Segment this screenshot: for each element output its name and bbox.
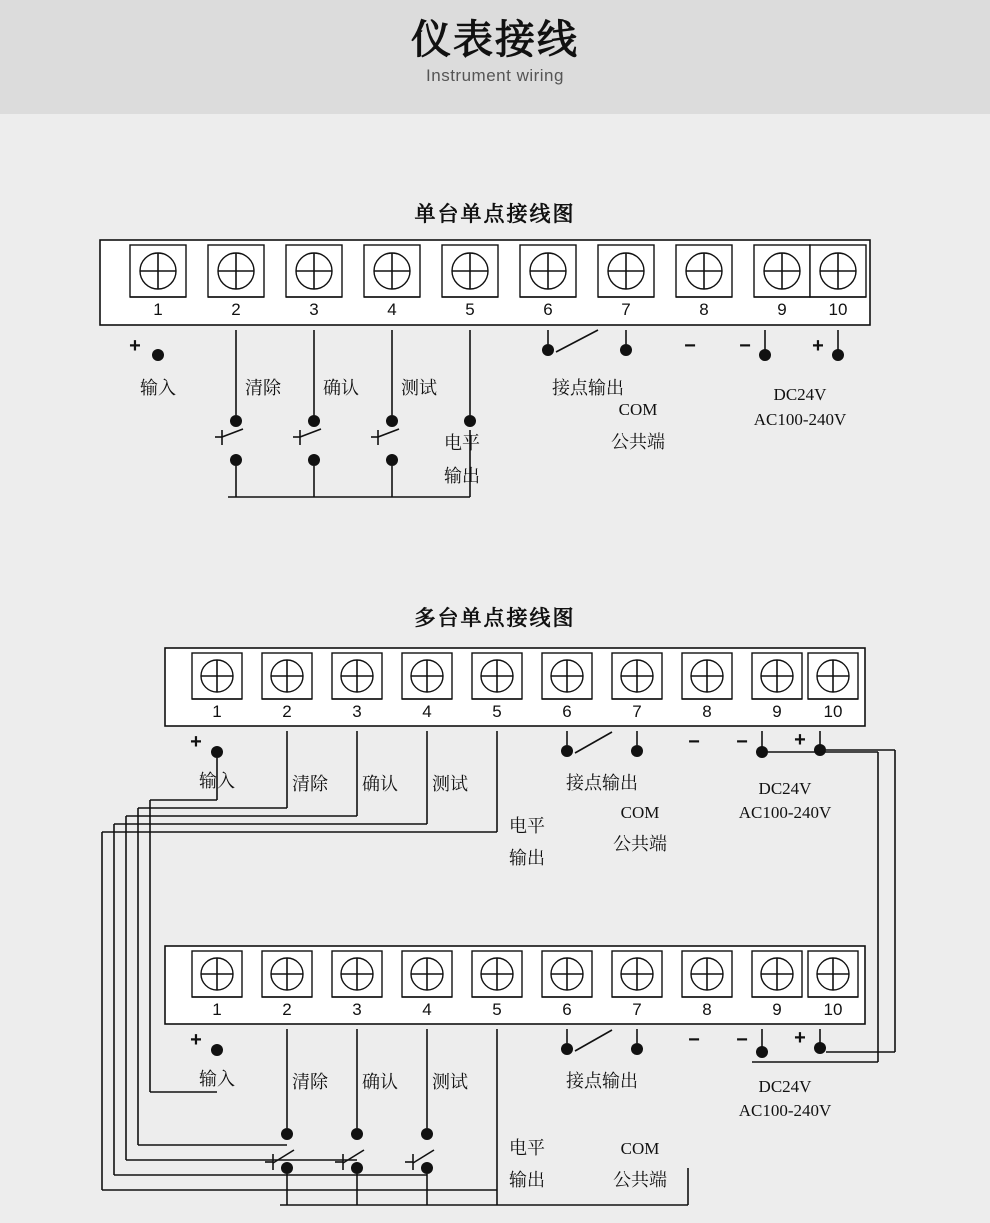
terminal-block-multi-upper — [165, 648, 865, 726]
terminal-number: 1 — [212, 1000, 222, 1019]
label-input: 输入 — [199, 1069, 235, 1089]
terminal-number: 5 — [465, 300, 475, 319]
label-confirm: 确认 — [362, 774, 398, 794]
terminal-number: 1 — [212, 702, 222, 721]
terminal-number: 4 — [387, 300, 397, 319]
label-contact-output: 接点输出 — [566, 1071, 638, 1091]
terminal-number: 1 — [153, 300, 163, 319]
label-level-out-line2: 输出 — [444, 466, 480, 486]
label-level-out-line1: 电平 — [509, 816, 545, 836]
label-contact-output: 接点输出 — [566, 773, 638, 793]
page-title-cn: 仪表接线 — [411, 18, 579, 62]
label-level-out-line2: 输出 — [509, 848, 545, 868]
terminal-number: 8 — [702, 1000, 712, 1019]
minus-sign-power: − — [736, 731, 748, 753]
terminal-number: 10 — [828, 300, 848, 319]
terminal-number: 8 — [699, 300, 709, 319]
terminal-number: 9 — [772, 1000, 782, 1019]
minus-sign-power: − — [739, 335, 751, 357]
label-contact-output: 接点输出 — [552, 378, 624, 398]
minus-sign-com: − — [684, 335, 696, 357]
plus-sign-input: + — [190, 731, 202, 753]
terminal-number: 10 — [823, 1000, 843, 1019]
label-power-ac: AC100-240V — [738, 803, 832, 822]
terminal-number: 4 — [422, 1000, 432, 1019]
terminal-number: 8 — [702, 702, 712, 721]
plus-sign-input: + — [129, 335, 141, 357]
label-clear: 清除 — [292, 1072, 328, 1092]
label-power-ac: AC100-240V — [753, 410, 847, 429]
section-title-single: 单台单点接线图 — [414, 203, 576, 226]
label-level-out-line1: 电平 — [444, 433, 480, 453]
terminal-number: 7 — [621, 300, 631, 319]
label-power-dc: DC24V — [758, 1077, 812, 1096]
label-power-ac: AC100-240V — [738, 1101, 832, 1120]
terminal-number: 6 — [562, 1000, 572, 1019]
label-test: 测试 — [432, 1072, 468, 1092]
terminal-number: 2 — [282, 1000, 292, 1019]
plus-sign-input: + — [190, 1029, 202, 1051]
label-com-en: COM — [618, 400, 658, 419]
label-confirm: 确认 — [362, 1072, 398, 1092]
label-power-dc: DC24V — [773, 385, 827, 404]
plus-sign-power: + — [794, 729, 806, 751]
label-com-cn: 公共端 — [611, 432, 665, 452]
terminal-number: 6 — [562, 702, 572, 721]
label-level-out-line2: 输出 — [509, 1170, 545, 1190]
label-com-en: COM — [620, 803, 660, 822]
terminal-number: 3 — [352, 702, 362, 721]
terminal-number: 2 — [231, 300, 241, 319]
label-test: 测试 — [401, 378, 437, 398]
wiring-multi-lower — [190, 1027, 832, 1205]
page-title-en: Instrument wiring — [426, 66, 564, 85]
label-com-cn: 公共端 — [613, 1170, 667, 1190]
minus-sign-power: − — [736, 1029, 748, 1051]
terminal-number: 9 — [777, 300, 787, 319]
label-com-en: COM — [620, 1139, 660, 1158]
terminal-number: 2 — [282, 702, 292, 721]
minus-sign-com: − — [688, 731, 700, 753]
terminal-number: 4 — [422, 702, 432, 721]
label-input: 输入 — [140, 378, 176, 398]
terminal-number: 3 — [309, 300, 319, 319]
terminal-block-single — [100, 240, 870, 325]
label-level-out-line1: 电平 — [509, 1138, 545, 1158]
terminal-number: 3 — [352, 1000, 362, 1019]
terminal-number: 10 — [823, 702, 843, 721]
terminal-number: 9 — [772, 702, 782, 721]
label-test: 测试 — [432, 774, 468, 794]
terminal-block-multi-lower — [165, 946, 865, 1024]
terminal-number: 6 — [543, 300, 553, 319]
terminal-number: 7 — [632, 702, 642, 721]
terminal-number: 7 — [632, 1000, 642, 1019]
wiring-single — [129, 330, 847, 497]
minus-sign-com: − — [688, 1029, 700, 1051]
section-title-multi: 多台单点接线图 — [414, 607, 576, 630]
terminal-number: 5 — [492, 1000, 502, 1019]
plus-sign-power: + — [812, 335, 824, 357]
terminal-number: 5 — [492, 702, 502, 721]
label-com-cn: 公共端 — [613, 834, 667, 854]
label-clear: 清除 — [245, 378, 281, 398]
label-confirm: 确认 — [323, 378, 359, 398]
label-clear: 清除 — [292, 774, 328, 794]
plus-sign-power: + — [794, 1027, 806, 1049]
label-power-dc: DC24V — [758, 779, 812, 798]
label-input: 输入 — [199, 771, 235, 791]
